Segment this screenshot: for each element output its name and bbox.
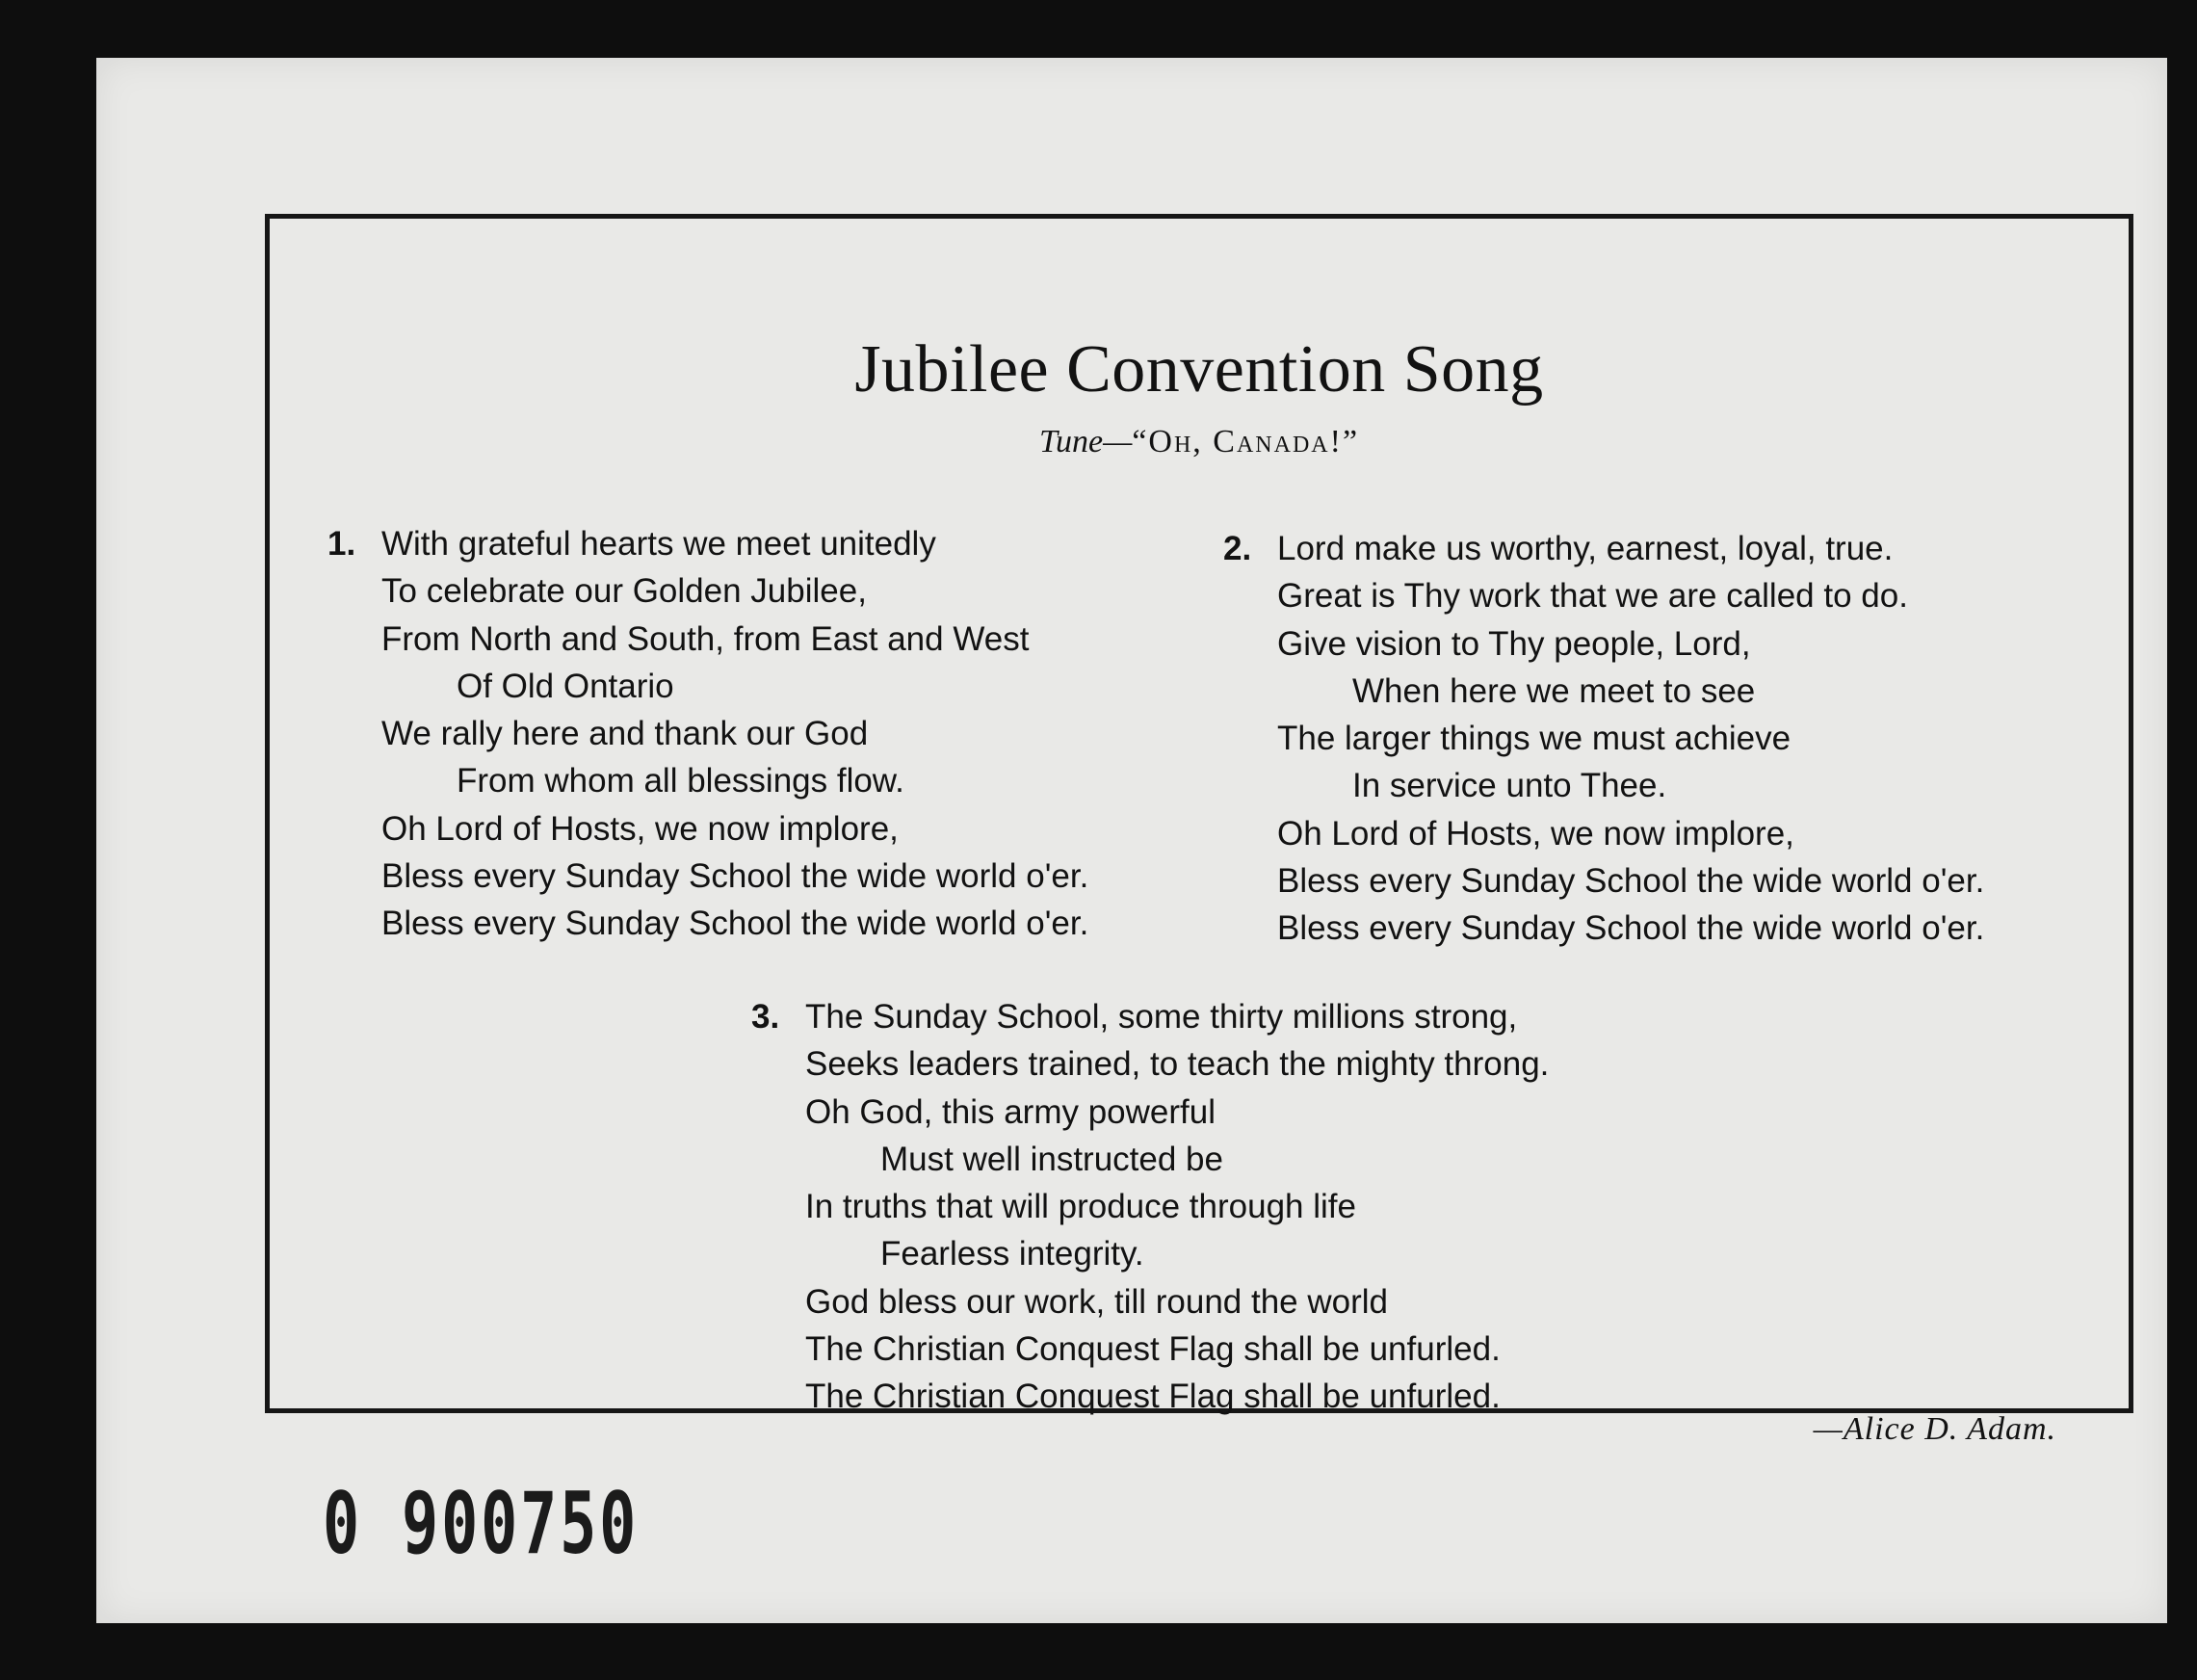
tune-name: “Oh, Canada!” (1132, 424, 1360, 459)
verse-line: Bless every Sunday School the wide world o'er. (1277, 909, 1985, 948)
document-sheet (96, 58, 2167, 1623)
verse-line: From whom all blessings flow. (457, 762, 904, 801)
verse-line: The Christian Conquest Flag shall be unfurled. (805, 1330, 1501, 1369)
song-card (265, 214, 2133, 1447)
verse-line: With grateful hearts we meet unitedly (381, 525, 936, 563)
verse-line: In truths that will produce through life (805, 1188, 1356, 1226)
verse-line: God bless our work, till round the world (805, 1282, 1388, 1321)
verse-number: 1. (327, 525, 356, 563)
verse-line: Lord make us worthy, earnest, loyal, true. (1277, 530, 1894, 567)
author-signature: —Alice D. Adam. (1813, 1411, 2056, 1447)
verse-line: Fearless integrity. (880, 1235, 1144, 1273)
verse-line: From North and South, from East and West (381, 619, 1030, 658)
verse-line: Oh God, this army powerful (805, 1092, 1216, 1131)
verse-line: The Christian Conquest Flag shall be unfurled. (805, 1378, 1501, 1416)
verse-line: In service unto Thee. (1352, 767, 1667, 805)
verse-line: Of Old Ontario (457, 667, 674, 705)
verse-line: Oh Lord of Hosts, we now implore, (1277, 814, 1794, 853)
verse-3 (751, 993, 1714, 1436)
verse-number: 3. (751, 998, 780, 1036)
verse-lines (381, 520, 1088, 948)
verse-line: The larger things we must achieve (1277, 720, 1792, 758)
verse-lines (1277, 525, 1984, 953)
stamped-number: 0 900750 (323, 1474, 640, 1573)
verse-line: Oh Lord of Hosts, we now implore, (381, 809, 899, 848)
verse-number: 2. (1223, 530, 1252, 567)
verse-line: Great is Thy work that we are called to do. (1277, 577, 1908, 616)
verse-line: We rally here and thank our God (381, 715, 869, 753)
verse-line: The Sunday School, some thirty millions strong, (805, 998, 1518, 1036)
verse-2 (1223, 525, 2071, 968)
verse-line: Give vision to Thy people, Lord, (1277, 624, 1751, 663)
tune-label: Tune— (1038, 424, 1133, 459)
verse-lines (805, 993, 1549, 1421)
verse-line: To celebrate our Golden Jubilee, (381, 572, 867, 611)
verse-line: Bless every Sunday School the wide world o'er. (381, 905, 1089, 943)
verse-line: Bless every Sunday School the wide world o'er. (381, 857, 1089, 896)
verse-line: When here we meet to see (1352, 671, 1756, 710)
verse-line: Must well instructed be (880, 1140, 1223, 1178)
tune-line (270, 426, 2129, 459)
verse-1 (327, 520, 1156, 963)
verse-line: Bless every Sunday School the wide world o'er. (1277, 862, 1985, 901)
verse-line: Seeks leaders trained, to teach the mighty throng. (805, 1045, 1550, 1084)
song-title: Jubilee Convention Song (854, 332, 1544, 407)
